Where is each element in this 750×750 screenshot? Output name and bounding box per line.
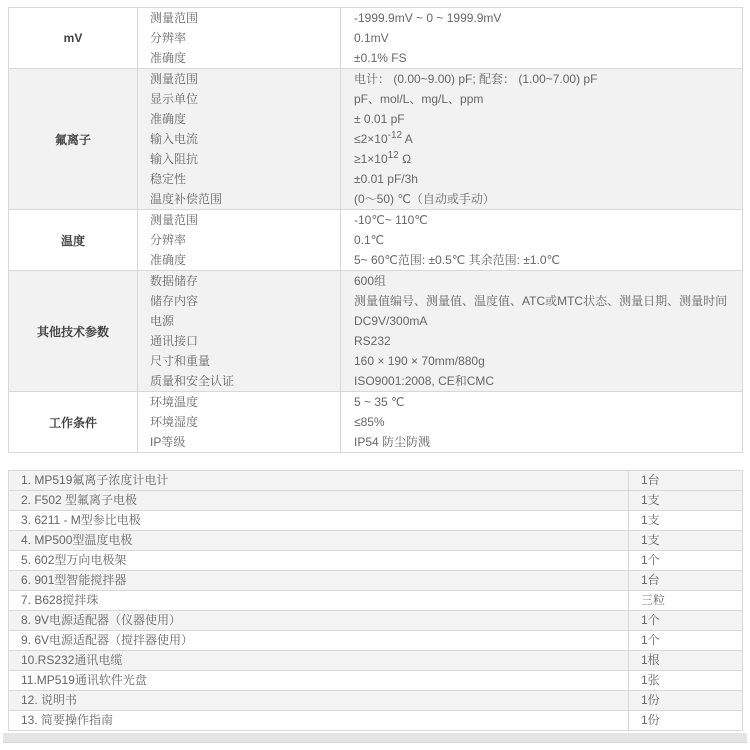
spec-param-value: -1999.9mV ~ 0 ~ 1999.9mV	[354, 11, 502, 25]
spec-values-cell	[341, 8, 743, 69]
spec-param-value: 0.1mV	[354, 31, 389, 45]
spec-param-value: IP54 防尘防溅	[354, 435, 431, 449]
packing-qty-cell: 1个	[629, 631, 743, 651]
packing-item-cell: 5. 602型万向电极架	[9, 551, 629, 571]
packing-row	[9, 651, 743, 671]
packing-row	[9, 711, 743, 731]
packing-item-cell: 3. 6211 - M型参比电极	[9, 511, 629, 531]
spec-category-cell: mV	[9, 8, 138, 69]
packing-item-cell: 2. F502 型氟离子电极	[9, 491, 629, 511]
packing-list-table	[8, 470, 743, 731]
spec-param-label: 数据储存	[150, 274, 199, 288]
spec-values-cell	[341, 392, 743, 453]
packing-row	[9, 631, 743, 651]
spec-param-value: 电计： (0.00~9.00) pF; 配套： (1.00~7.00) pF	[354, 72, 598, 86]
spec-param-value: ±0.1% FS	[354, 51, 407, 65]
packing-item-cell: 6. 901型智能搅拌器	[9, 571, 629, 591]
packing-row	[9, 491, 743, 511]
spec-param-label: 准确度	[150, 253, 187, 267]
packing-row	[9, 591, 743, 611]
spec-param-label: 分辨率	[150, 31, 187, 45]
spec-section-row	[9, 69, 743, 210]
spec-param-label: 输入电流	[150, 132, 199, 146]
spec-param-value: ≤85%	[354, 415, 385, 429]
spec-param-label: 尺寸和重量	[150, 354, 211, 368]
packing-qty-cell: 1台	[629, 471, 743, 491]
spec-param-label: 测量范围	[150, 11, 199, 25]
spec-param-value: 600组	[354, 274, 387, 288]
spec-param-label: 稳定性	[150, 172, 187, 186]
packing-table-body	[9, 471, 743, 731]
packing-qty-cell: 1个	[629, 611, 743, 631]
spec-param-label: 环境湿度	[150, 415, 199, 429]
spec-param-value: ±0.01 pF/3h	[354, 172, 418, 186]
spec-param-label: 测量范围	[150, 72, 199, 86]
packing-item-cell: 10.RS232通讯电缆	[9, 651, 629, 671]
spec-param-label: 显示单位	[150, 92, 199, 106]
packing-qty-cell: 1支	[629, 531, 743, 551]
spec-labels-cell	[138, 8, 341, 69]
packing-qty-cell: 1根	[629, 651, 743, 671]
spec-section-row	[9, 8, 743, 69]
spec-param-label: IP等级	[150, 435, 186, 449]
superscript: -12	[387, 130, 403, 141]
spec-param-value: 测量值编号、测量值、温度值、ATC或MTC状态、测量日期、测量时间	[354, 294, 728, 308]
packing-row	[9, 671, 743, 691]
spec-param-label: 储存内容	[150, 294, 199, 308]
spec-table	[8, 7, 743, 453]
spec-section-row	[9, 392, 743, 453]
packing-row	[9, 551, 743, 571]
spec-param-value: RS232	[354, 334, 391, 348]
packing-row	[9, 511, 743, 531]
superscript: 12	[387, 150, 399, 161]
packing-item-cell: 7. B628搅拌珠	[9, 591, 629, 611]
spec-param-label: 测量范围	[150, 213, 199, 227]
spec-param-label: 温度补偿范围	[150, 192, 223, 206]
packing-qty-cell: 1台	[629, 571, 743, 591]
spec-labels-cell	[138, 392, 341, 453]
spec-param-value: 0.1℃	[354, 233, 385, 247]
packing-row	[9, 571, 743, 591]
spec-param-label: 输入阻抗	[150, 152, 199, 166]
packing-qty-cell: 1份	[629, 711, 743, 731]
spec-section-row	[9, 210, 743, 271]
spec-values-cell	[341, 210, 743, 271]
spec-category-cell: 工作条件	[9, 392, 138, 453]
spec-param-value: 5~ 60℃范围: ±0.5℃ 其余范围: ±1.0℃	[354, 253, 560, 267]
spec-param-label: 准确度	[150, 112, 187, 126]
packing-item-cell: 13. 简要操作指南	[9, 711, 629, 731]
packing-qty-cell: 1支	[629, 491, 743, 511]
spec-param-value: pF、mol/L、mg/L、ppm	[354, 92, 484, 106]
packing-row	[9, 691, 743, 711]
spec-param-value: 5 ~ 35 ℃	[354, 395, 405, 409]
spec-category-cell: 其他技术参数	[9, 271, 138, 392]
packing-item-cell: 11.MP519通讯软件光盘	[9, 671, 629, 691]
bottom-divider-bar	[3, 733, 747, 743]
spec-category-cell: 氟离子	[9, 69, 138, 210]
spec-param-value: $\ge 1\times 10^{12}$ Ω	[354, 150, 412, 166]
spec-param-label: 分辨率	[150, 233, 187, 247]
packing-item-cell: 9. 6V电源适配器（搅拌器使用）	[9, 631, 629, 651]
packing-qty-cell: 1支	[629, 511, 743, 531]
spec-table-body	[9, 8, 743, 453]
spec-values-cell	[341, 271, 743, 392]
spec-param-label: 准确度	[150, 51, 187, 65]
packing-item-cell: 8. 9V电源适配器（仪器使用）	[9, 611, 629, 631]
spec-param-value: (0～50) ℃（自动或手动）	[354, 192, 495, 206]
packing-item-cell: 12. 说明书	[9, 691, 629, 711]
packing-row	[9, 471, 743, 491]
packing-row	[9, 611, 743, 631]
spec-param-value: $\le 2\times 10^{-12}$ A	[354, 130, 413, 146]
spec-values-cell	[341, 69, 743, 210]
spec-param-value: ± 0.01 pF	[354, 112, 405, 126]
spec-section-row	[9, 271, 743, 392]
spec-param-label: 环境温度	[150, 395, 199, 409]
spec-labels-cell	[138, 69, 341, 210]
spec-param-value: 160 × 190 × 70mm/880g	[354, 354, 485, 368]
spec-param-value: -10℃~ 110℃	[354, 213, 428, 227]
packing-item-cell: 4. MP500型温度电极	[9, 531, 629, 551]
packing-qty-cell: 三粒	[629, 591, 743, 611]
spec-param-label: 质量和安全认证	[150, 374, 235, 388]
spec-labels-cell	[138, 210, 341, 271]
spec-labels-cell	[138, 271, 341, 392]
packing-qty-cell: 1张	[629, 671, 743, 691]
spec-category-cell: 温度	[9, 210, 138, 271]
packing-row	[9, 531, 743, 551]
spec-param-value: DC9V/300mA	[354, 314, 428, 328]
packing-qty-cell: 1份	[629, 691, 743, 711]
spec-param-value: ISO9001:2008, CE和CMC	[354, 374, 495, 388]
spec-param-label: 电源	[150, 314, 175, 328]
spec-param-label: 通讯接口	[150, 334, 199, 348]
packing-item-cell: 1. MP519氟离子浓度计电计	[9, 471, 629, 491]
packing-qty-cell: 1个	[629, 551, 743, 571]
